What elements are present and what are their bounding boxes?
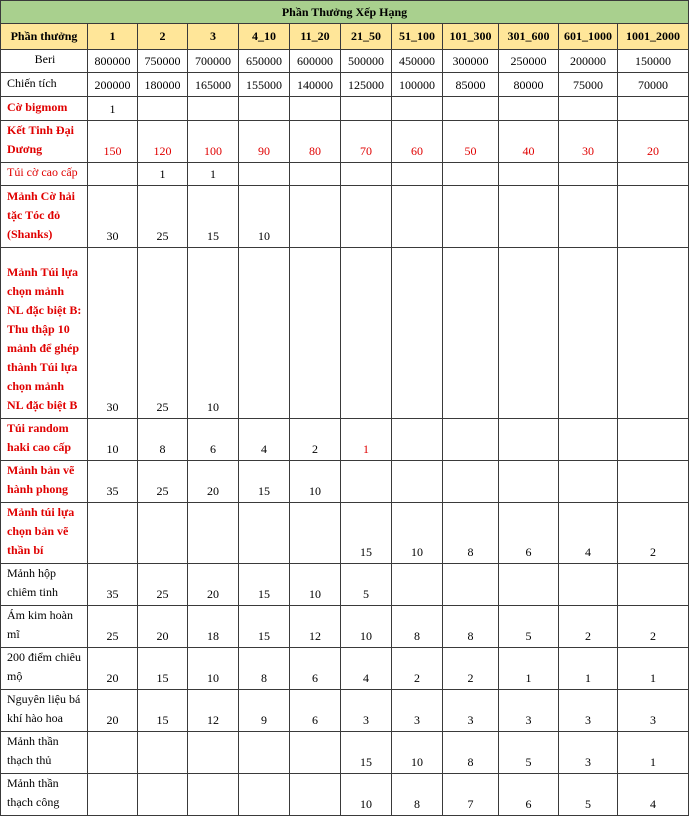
reward-amount-cell: 6	[499, 774, 559, 816]
reward-amount-cell: 9	[239, 690, 290, 732]
table-row	[1, 503, 689, 564]
reward-amount-cell	[443, 186, 499, 248]
reward-amount-cell	[239, 163, 290, 186]
reward-amount-cell: 30	[88, 186, 138, 248]
reward-name-cell: Ám kim hoàn mĩ	[1, 606, 88, 648]
reward-amount-cell: 4	[618, 774, 689, 816]
reward-amount-cell	[392, 97, 443, 121]
reward-amount-cell	[618, 419, 689, 461]
header-rank-101_300: 101_300	[443, 24, 499, 50]
reward-amount-cell: 1	[88, 97, 138, 121]
reward-amount-cell: 3	[341, 690, 392, 732]
reward-amount-cell: 500000	[341, 50, 392, 73]
reward-amount-cell: 40	[499, 121, 559, 163]
reward-amount-cell: 5	[499, 732, 559, 774]
reward-amount-cell	[499, 97, 559, 121]
reward-amount-cell	[392, 186, 443, 248]
reward-amount-cell: 8	[443, 606, 499, 648]
header-row	[1, 24, 689, 50]
table-row	[1, 564, 689, 606]
reward-amount-cell	[392, 163, 443, 186]
reward-amount-cell: 300000	[443, 50, 499, 73]
reward-amount-cell	[618, 564, 689, 606]
reward-amount-cell: 12	[188, 690, 239, 732]
reward-amount-cell: 10	[239, 186, 290, 248]
reward-amount-cell	[443, 564, 499, 606]
reward-amount-cell	[499, 248, 559, 419]
reward-amount-cell: 5	[341, 564, 392, 606]
reward-amount-cell: 25	[138, 564, 188, 606]
reward-amount-cell: 1	[341, 419, 392, 461]
reward-amount-cell: 50	[443, 121, 499, 163]
reward-amount-cell	[138, 732, 188, 774]
reward-amount-cell	[559, 248, 618, 419]
reward-amount-cell: 80	[290, 121, 341, 163]
reward-amount-cell	[559, 564, 618, 606]
reward-amount-cell: 4	[239, 419, 290, 461]
table-row	[1, 50, 689, 73]
reward-amount-cell: 8	[392, 774, 443, 816]
title-row	[1, 1, 689, 24]
reward-amount-cell: 4	[559, 503, 618, 564]
reward-amount-cell	[618, 461, 689, 503]
reward-amount-cell: 150	[88, 121, 138, 163]
reward-name-cell: 200 điểm chiêu mộ	[1, 648, 88, 690]
reward-amount-cell: 700000	[188, 50, 239, 73]
reward-amount-cell: 15	[341, 503, 392, 564]
reward-amount-cell: 60	[392, 121, 443, 163]
reward-amount-cell	[499, 186, 559, 248]
reward-amount-cell: 250000	[499, 50, 559, 73]
reward-amount-cell	[290, 163, 341, 186]
reward-amount-cell	[188, 774, 239, 816]
reward-amount-cell	[188, 97, 239, 121]
reward-amount-cell: 8	[443, 732, 499, 774]
table-row	[1, 419, 689, 461]
table-row	[1, 186, 689, 248]
reward-amount-cell	[341, 186, 392, 248]
reward-amount-cell	[239, 248, 290, 419]
reward-name-cell: Mảnh Cờ hải tặc Tóc đỏ (Shanks)	[1, 186, 88, 248]
reward-amount-cell	[290, 774, 341, 816]
reward-amount-cell	[618, 97, 689, 121]
reward-amount-cell	[443, 248, 499, 419]
reward-amount-cell	[559, 419, 618, 461]
reward-amount-cell	[290, 97, 341, 121]
reward-amount-cell: 140000	[290, 73, 341, 97]
reward-amount-cell: 200000	[559, 50, 618, 73]
header-rank-601_1000: 601_1000	[559, 24, 618, 50]
reward-amount-cell	[138, 97, 188, 121]
reward-amount-cell	[392, 248, 443, 419]
reward-amount-cell	[138, 503, 188, 564]
reward-amount-cell	[618, 163, 689, 186]
reward-amount-cell: 600000	[290, 50, 341, 73]
header-rank-2: 2	[138, 24, 188, 50]
table-row	[1, 97, 689, 121]
reward-amount-cell	[443, 419, 499, 461]
reward-amount-cell: 120	[138, 121, 188, 163]
reward-amount-cell: 6	[188, 419, 239, 461]
reward-name-cell: Cờ bigmom	[1, 97, 88, 121]
reward-amount-cell: 1	[559, 648, 618, 690]
reward-name-cell: Mảnh thần thạch công	[1, 774, 88, 816]
reward-name-cell: Mảnh thần thạch thủ	[1, 732, 88, 774]
reward-amount-cell	[499, 564, 559, 606]
reward-amount-cell: 25	[138, 248, 188, 419]
header-rank-1: 1	[88, 24, 138, 50]
reward-amount-cell	[499, 461, 559, 503]
reward-name-cell: Chiến tích	[1, 73, 88, 97]
reward-amount-cell: 650000	[239, 50, 290, 73]
reward-name-cell: Mảnh hộp chiêm tinh	[1, 564, 88, 606]
reward-amount-cell: 8	[138, 419, 188, 461]
reward-amount-cell: 80000	[499, 73, 559, 97]
reward-amount-cell	[88, 774, 138, 816]
reward-amount-cell: 25	[138, 461, 188, 503]
reward-amount-cell	[392, 564, 443, 606]
reward-amount-cell	[138, 774, 188, 816]
reward-amount-cell: 15	[341, 732, 392, 774]
reward-amount-cell: 6	[290, 690, 341, 732]
reward-amount-cell: 6	[290, 648, 341, 690]
reward-amount-cell: 70	[341, 121, 392, 163]
reward-amount-cell: 20	[618, 121, 689, 163]
reward-amount-cell: 25	[88, 606, 138, 648]
reward-amount-cell: 75000	[559, 73, 618, 97]
table-row	[1, 648, 689, 690]
reward-amount-cell: 10	[88, 419, 138, 461]
reward-amount-cell	[188, 503, 239, 564]
reward-amount-cell: 165000	[188, 73, 239, 97]
reward-amount-cell	[341, 248, 392, 419]
reward-amount-cell	[559, 163, 618, 186]
reward-amount-cell: 5	[559, 774, 618, 816]
reward-amount-cell: 2	[618, 606, 689, 648]
reward-amount-cell: 15	[239, 606, 290, 648]
table-title: Phần Thưởng Xếp Hạng	[1, 1, 689, 24]
table-row	[1, 73, 689, 97]
reward-amount-cell: 30	[88, 248, 138, 419]
reward-amount-cell: 15	[138, 690, 188, 732]
reward-amount-cell: 1	[188, 163, 239, 186]
reward-amount-cell: 4	[341, 648, 392, 690]
reward-amount-cell: 1	[138, 163, 188, 186]
reward-amount-cell: 8	[443, 503, 499, 564]
reward-amount-cell: 1	[499, 648, 559, 690]
reward-amount-cell: 30	[559, 121, 618, 163]
reward-amount-cell: 3	[559, 690, 618, 732]
header-rank-1001_2000: 1001_2000	[618, 24, 689, 50]
reward-amount-cell	[341, 461, 392, 503]
reward-amount-cell: 18	[188, 606, 239, 648]
reward-name-cell: Mảnh túi lựa chọn bản vẽ thần bí	[1, 503, 88, 564]
reward-amount-cell: 450000	[392, 50, 443, 73]
reward-name-cell: Beri	[1, 50, 88, 73]
reward-amount-cell: 12	[290, 606, 341, 648]
reward-amount-cell: 7	[443, 774, 499, 816]
reward-amount-cell: 2	[392, 648, 443, 690]
header-reward-label: Phần thưởng	[1, 24, 88, 50]
reward-amount-cell: 10	[290, 564, 341, 606]
reward-amount-cell: 125000	[341, 73, 392, 97]
reward-name-cell: Túi cờ cao cấp	[1, 163, 88, 186]
reward-name-cell: Túi random haki cao cấp	[1, 419, 88, 461]
reward-amount-cell: 3	[499, 690, 559, 732]
reward-amount-cell	[499, 163, 559, 186]
header-rank-4_10: 4_10	[239, 24, 290, 50]
reward-amount-cell: 6	[499, 503, 559, 564]
reward-amount-cell: 20	[138, 606, 188, 648]
reward-name-cell: Nguyên liệu bá khí hào hoa	[1, 690, 88, 732]
reward-amount-cell: 100000	[392, 73, 443, 97]
reward-amount-cell: 20	[188, 461, 239, 503]
reward-amount-cell: 70000	[618, 73, 689, 97]
reward-amount-cell: 5	[499, 606, 559, 648]
reward-amount-cell	[618, 186, 689, 248]
reward-amount-cell: 20	[188, 564, 239, 606]
reward-amount-cell: 200000	[88, 73, 138, 97]
header-rank-21_50: 21_50	[341, 24, 392, 50]
header-rank-11_20: 11_20	[290, 24, 341, 50]
reward-amount-cell	[443, 461, 499, 503]
reward-amount-cell: 155000	[239, 73, 290, 97]
reward-amount-cell	[559, 97, 618, 121]
reward-amount-cell: 2	[559, 606, 618, 648]
reward-amount-cell: 1	[618, 732, 689, 774]
reward-amount-cell: 800000	[88, 50, 138, 73]
reward-amount-cell	[341, 163, 392, 186]
reward-amount-cell: 90	[239, 121, 290, 163]
table-row	[1, 163, 689, 186]
table-row	[1, 606, 689, 648]
reward-amount-cell: 15	[138, 648, 188, 690]
reward-amount-cell	[618, 248, 689, 419]
reward-amount-cell	[290, 732, 341, 774]
reward-amount-cell: 3	[618, 690, 689, 732]
reward-amount-cell: 15	[239, 461, 290, 503]
reward-amount-cell	[341, 97, 392, 121]
reward-amount-cell: 2	[290, 419, 341, 461]
reward-amount-cell: 10	[290, 461, 341, 503]
reward-name-cell: Kết Tinh Đại Dương	[1, 121, 88, 163]
reward-amount-cell	[392, 419, 443, 461]
reward-amount-cell: 15	[239, 564, 290, 606]
reward-amount-cell: 20	[88, 648, 138, 690]
reward-amount-cell: 8	[239, 648, 290, 690]
reward-amount-cell	[290, 248, 341, 419]
reward-amount-cell: 750000	[138, 50, 188, 73]
table-row	[1, 732, 689, 774]
table-row	[1, 121, 689, 163]
reward-amount-cell: 150000	[618, 50, 689, 73]
reward-amount-cell: 2	[443, 648, 499, 690]
reward-amount-cell	[239, 97, 290, 121]
table-body	[1, 50, 689, 816]
table-row	[1, 461, 689, 503]
reward-amount-cell	[88, 163, 138, 186]
reward-amount-cell: 1	[618, 648, 689, 690]
header-rank-301_600: 301_600	[499, 24, 559, 50]
table-row	[1, 690, 689, 732]
reward-name-cell: Mảnh Túi lựa chọn mảnh NL đặc biệt B: Thu thập 10 mảnh để ghép thành Túi lựa chọn mảnh NL đặc biệt B	[1, 248, 88, 419]
header-rank-3: 3	[188, 24, 239, 50]
reward-amount-cell: 8	[392, 606, 443, 648]
reward-amount-cell: 3	[559, 732, 618, 774]
reward-amount-cell: 20	[88, 690, 138, 732]
reward-amount-cell	[443, 97, 499, 121]
table-row	[1, 248, 689, 419]
reward-amount-cell	[559, 461, 618, 503]
reward-amount-cell	[559, 186, 618, 248]
reward-amount-cell: 2	[618, 503, 689, 564]
reward-amount-cell	[88, 732, 138, 774]
reward-amount-cell	[239, 503, 290, 564]
reward-amount-cell: 35	[88, 461, 138, 503]
reward-amount-cell	[239, 732, 290, 774]
reward-amount-cell: 25	[138, 186, 188, 248]
reward-amount-cell: 3	[443, 690, 499, 732]
reward-amount-cell	[443, 163, 499, 186]
reward-amount-cell: 10	[341, 774, 392, 816]
reward-amount-cell	[392, 461, 443, 503]
reward-amount-cell	[239, 774, 290, 816]
reward-amount-cell	[499, 419, 559, 461]
reward-amount-cell: 10	[188, 248, 239, 419]
reward-amount-cell	[290, 186, 341, 248]
reward-amount-cell: 10	[392, 503, 443, 564]
reward-amount-cell	[88, 503, 138, 564]
reward-amount-cell: 85000	[443, 73, 499, 97]
reward-amount-cell	[188, 732, 239, 774]
reward-amount-cell: 15	[188, 186, 239, 248]
reward-amount-cell: 100	[188, 121, 239, 163]
reward-amount-cell: 35	[88, 564, 138, 606]
reward-name-cell: Mảnh bản vẽ hành phong	[1, 461, 88, 503]
reward-amount-cell: 10	[392, 732, 443, 774]
reward-amount-cell: 10	[188, 648, 239, 690]
header-rank-51_100: 51_100	[392, 24, 443, 50]
reward-amount-cell: 10	[341, 606, 392, 648]
reward-amount-cell: 3	[392, 690, 443, 732]
table-row	[1, 774, 689, 816]
reward-amount-cell: 180000	[138, 73, 188, 97]
reward-amount-cell	[290, 503, 341, 564]
